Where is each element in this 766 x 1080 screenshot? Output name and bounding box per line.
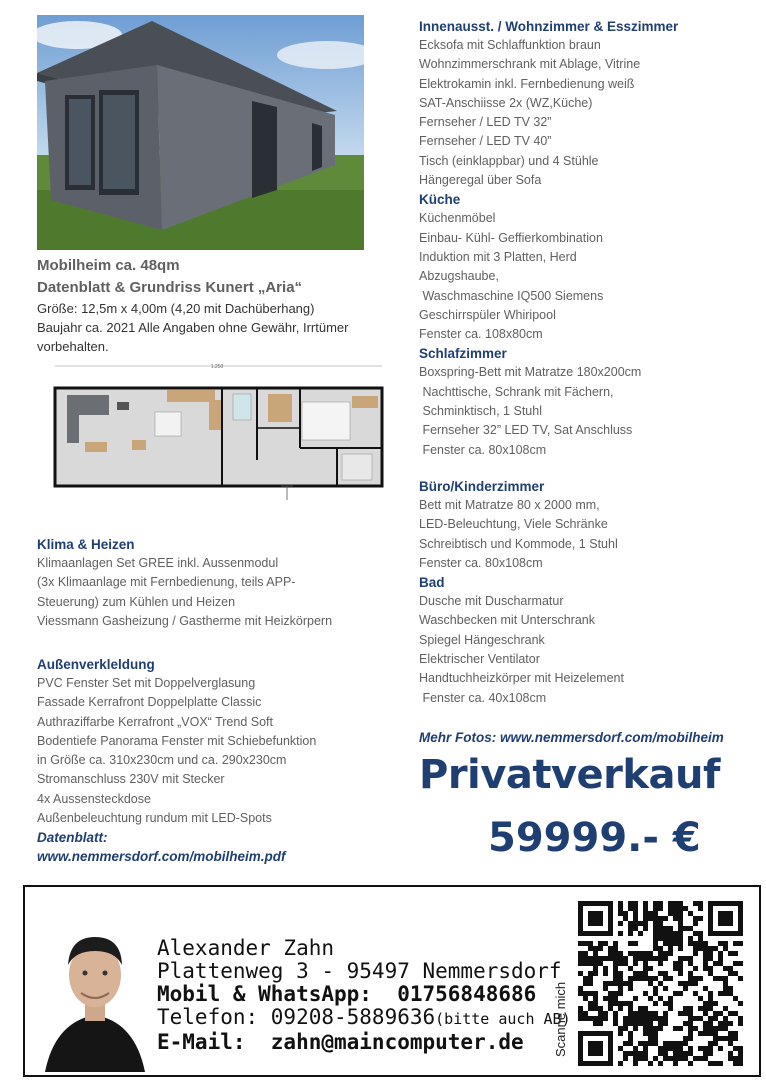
buero-line: LED-Beleuchtung, Viele Schränke xyxy=(419,517,608,532)
listing-title: Mobilheim ca. 48qm xyxy=(37,257,180,274)
contact-name: Alexander Zahn xyxy=(157,936,335,960)
qr-code[interactable] xyxy=(578,901,746,1071)
bad-heading: Bad xyxy=(419,575,445,591)
aussen-line: Bodentiefe Panorama Fenster mit Schiebefunktion xyxy=(37,733,317,748)
klima-line: Viessmann Gasheizung / Gastherme mit Heizkörpern xyxy=(37,613,333,628)
kueche-line: Waschmaschine IQ500 Siemens xyxy=(419,288,604,303)
bad-line: Elektrischer Ventilator xyxy=(419,652,540,667)
wohn-line: Hängeregal über Sofa xyxy=(419,173,542,188)
contact-address: Plattenweg 3 - 95497 Nemmersdorf xyxy=(157,959,562,983)
buero-heading: Büro/Kinderzimmer xyxy=(419,479,545,494)
avatar xyxy=(35,907,155,1072)
buero-line: Schreibtisch und Kommode, 1 Stuhl xyxy=(419,536,618,551)
size-info: Größe: 12,5m x 4,00m (4,20 mit Dachüberhang) xyxy=(37,301,315,316)
sale-label: Privatverkauf xyxy=(419,752,720,798)
contact-phone: Telefon: 09208-5889636 xyxy=(157,1005,436,1029)
klima-line: Steuerung) zum Kühlen und Heizen xyxy=(37,594,236,609)
sale-price: 59999.- € xyxy=(488,815,701,861)
buero-line: Fenster ca. 80x108cm xyxy=(419,555,543,570)
schlaf-line: Boxspring-Bett mit Matratze 180x200cm xyxy=(419,365,642,380)
schlaf-heading: Schlafzimmer xyxy=(419,346,507,362)
kueche-line: Geschirrspüler Whiripool xyxy=(419,307,556,322)
wohn-line: Tisch (einklappbar) und 4 Stühle xyxy=(419,153,599,168)
kueche-line: Einbau- Kühl- Geffierkombination xyxy=(419,230,603,245)
contact-mobile: Mobil & WhatsApp: 01756848686 xyxy=(157,982,537,1006)
kueche-line: Küchenmöbel xyxy=(419,211,496,226)
aussen-line: Außenbeleuchtung rundum mit LED-Spots xyxy=(37,811,272,826)
aussen-line: 4x Aussensteckdose xyxy=(37,791,151,806)
bad-line: Handtuchheizkörper mit Heizelement xyxy=(419,671,624,686)
kueche-line: Induktion mit 3 Platten, Herd xyxy=(419,249,577,264)
more-photos-link[interactable]: Mehr Fotos: www.nemmersdorf.com/mobilheim xyxy=(419,730,724,745)
aussen-heading: Außenverkleldung xyxy=(37,657,155,672)
mobile-home-photo xyxy=(37,15,364,250)
bad-line: Spiegel Hängeschrank xyxy=(419,632,545,647)
aussen-line: PVC Fenster Set mit Doppelverglasung xyxy=(37,676,256,690)
year-info-cont: vorbehalten. xyxy=(37,339,109,354)
bad-line: Waschbecken mit Unterschrank xyxy=(419,613,595,628)
schlaf-line: Fenster ca. 80x108cm xyxy=(419,442,547,457)
year-info: Baujahr ca. 2021 Alle Angaben ohne Gewähr, Irrtümer xyxy=(37,320,349,335)
schlaf-line: Fernseher 32” LED TV, Sat Anschluss xyxy=(419,423,633,438)
klima-heading: Klima & Heizen xyxy=(37,537,135,552)
schlaf-line: Nachttische, Schrank mit Fächern, xyxy=(419,384,614,399)
wohn-line: Wohnzimmerschrank mit Ablage, Vitrine xyxy=(419,57,641,72)
listing-subtitle: Datenblatt & Grundriss Kunert „Aria“ xyxy=(37,279,303,296)
aussen-line: in Größe ca. 310x230cm und ca. 290x230cm xyxy=(37,753,287,768)
aussen-line: Authraziffarbe Kerrafront „VOX“ Trend Soft xyxy=(37,714,273,729)
kueche-line: Abzugshaube, xyxy=(419,269,499,284)
floor-plan xyxy=(37,360,399,500)
contact-phone-row xyxy=(157,1006,571,1031)
aussen-line: Stromanschluss 230V mit Stecker xyxy=(37,772,225,787)
wohn-line: Elektrokamin inkl. Fernbedienung weiß xyxy=(419,76,635,91)
wohn-heading: Innenausst. / Wohnzimmer & Esszimmer xyxy=(419,19,679,34)
kueche-heading: Küche xyxy=(419,192,461,208)
contact-box xyxy=(23,885,761,1077)
contact-info xyxy=(157,937,571,1054)
wohn-line: Fernseher / LED TV 32” xyxy=(419,115,552,130)
bad-line: Dusche mit Duscharmatur xyxy=(419,594,564,609)
buero-line: Bett mit Matratze 80 x 2000 mm, xyxy=(419,498,600,512)
datasheet-label: Datenblatt: xyxy=(37,830,108,846)
aussen-line: Fassade Kerrafront Doppelplatte Classic xyxy=(37,695,262,710)
plan-dimension: 1.250 xyxy=(210,364,224,370)
wohn-line: Ecksofa mit Schlaffunktion braun xyxy=(419,38,601,52)
contact-phone-note: (bitte auch AB) xyxy=(435,1010,571,1028)
klima-line: Klimaanlagen Set GREE inkl. Aussenmodul xyxy=(37,556,279,570)
kueche-line: Fenster ca. 108x80cm xyxy=(419,327,543,342)
wohn-line: SAT-Anschiisse 2x (WZ,Küche) xyxy=(419,95,593,110)
contact-email: E-Mail: zahn@maincomputer.de xyxy=(157,1030,524,1054)
bad-line: Fenster ca. 40x108cm xyxy=(419,690,547,705)
schlaf-line: Schminktisch, 1 Stuhl xyxy=(419,404,542,419)
klima-line: (3x Klimaanlage mit Fernbedienung, teils APP- xyxy=(37,575,296,590)
wohn-line: Fernseher / LED TV 40” xyxy=(419,134,552,149)
scan-label: Scanne mich xyxy=(553,981,568,1057)
datasheet-link[interactable]: www.nemmersdorf.com/mobilheim.pdf xyxy=(37,849,286,865)
